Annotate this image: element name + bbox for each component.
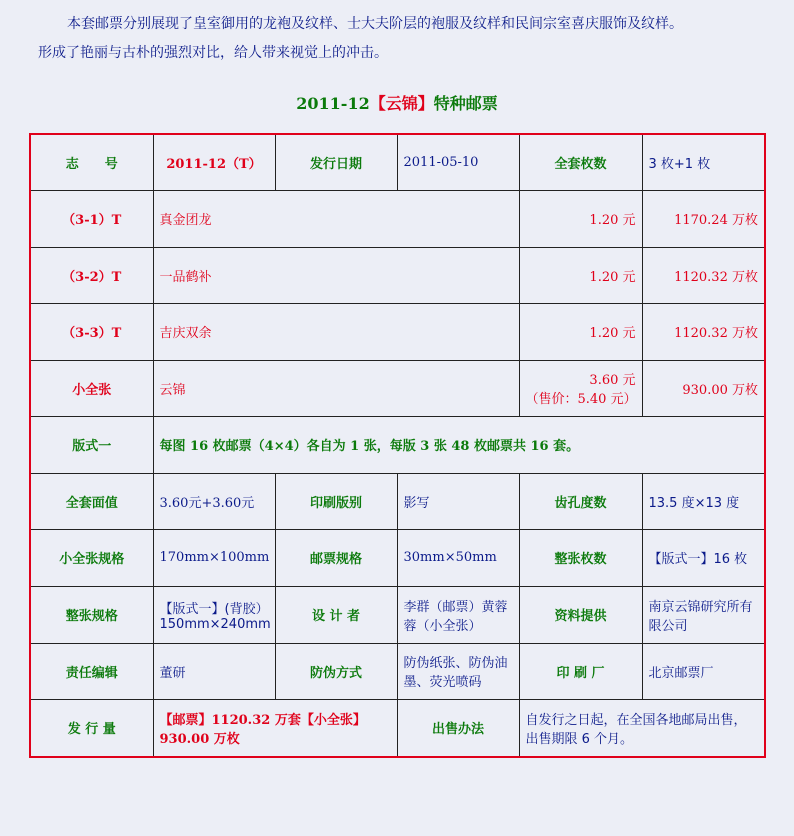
title-code: 2011-12 — [296, 94, 370, 113]
table-row — [30, 473, 765, 529]
intro-line-2: 形成了艳丽与古朴的强烈对比，给人带来视觉上的冲击。 — [38, 45, 388, 61]
sheet-count-label: 整张枚数 — [519, 529, 642, 586]
intro-text — [38, 10, 778, 68]
sheet-size-cell — [153, 586, 275, 643]
stamp-price: 1.20 元 — [519, 303, 642, 360]
stamp-code: （3-3）T — [30, 303, 153, 360]
table-row — [30, 416, 765, 473]
table-row — [30, 699, 765, 757]
stamp-price: 1.20 元 — [519, 247, 642, 303]
perforation: 13.5 度×13 度 — [642, 473, 765, 529]
table-row — [30, 247, 765, 303]
sheetlet-label: 小全张 — [30, 360, 153, 416]
zhihao-label: 志 号 — [30, 134, 153, 190]
title-suffix: 特种邮票 — [433, 94, 498, 113]
stamp-name: 吉庆双余 — [153, 303, 519, 360]
editor-label: 责任编辑 — [30, 643, 153, 699]
sheetlet-price-cell — [519, 360, 642, 416]
set-count-label: 全套枚数 — [519, 134, 642, 190]
issue-qty: 【邮票】1120.32 万套【小全张】930.00 万枚 — [153, 699, 397, 757]
printer: 北京邮票厂 — [642, 643, 765, 699]
stamp-code: （3-1）T — [30, 190, 153, 247]
stamp-size-label: 邮票规格 — [275, 529, 397, 586]
table-row — [30, 643, 765, 699]
sheet-size-line-1: 【版式一】(背胶） — [159, 601, 269, 617]
sale-method: 自发行之日起，在全国各地邮局出售，出售期限 6 个月。 — [519, 699, 765, 757]
printer-label: 印 刷 厂 — [519, 643, 642, 699]
zhihao-value: 2011-12（T） — [153, 134, 275, 190]
stamp-size: 30mm×50mm — [397, 529, 519, 586]
title-name: 【云锦】 — [369, 94, 434, 113]
stamp-info-table — [29, 133, 766, 758]
source-label: 资料提供 — [519, 586, 642, 643]
stamp-quantity: 1170.24 万枚 — [642, 190, 765, 247]
face-value: 3.60元+3.60元 — [153, 473, 275, 529]
stamp-code: （3-2）T — [30, 247, 153, 303]
sheet-size-label: 整张规格 — [30, 586, 153, 643]
issue-qty-label: 发 行 量 — [30, 699, 153, 757]
sheet-count: 【版式一】16 枚 — [642, 529, 765, 586]
table-row — [30, 303, 765, 360]
source: 南京云锦研究所有限公司 — [642, 586, 765, 643]
stamp-quantity: 1120.32 万枚 — [642, 247, 765, 303]
format-label: 版式一 — [30, 416, 153, 473]
table-row — [30, 529, 765, 586]
sheetlet-price: 3.60 元 — [589, 373, 636, 388]
editor: 董研 — [153, 643, 275, 699]
anti-fake: 防伪纸张、防伪油墨、荧光喷码 — [397, 643, 519, 699]
stamp-quantity: 1120.32 万枚 — [642, 303, 765, 360]
stamp-price: 1.20 元 — [519, 190, 642, 247]
face-value-label: 全套面值 — [30, 473, 153, 529]
intro-line-1: 本套邮票分别展现了皇室御用的龙袍及纹样、士大夫阶层的袍服及纹样和民间宗室喜庆服饰及纹样。 — [67, 16, 683, 32]
perforation-label: 齿孔度数 — [519, 473, 642, 529]
sheetlet-size: 170mm×100mm — [153, 529, 275, 586]
format-value: 每图 16 枚邮票（4×4）各自为 1 张，每版 3 张 48 枚邮票共 16 套。 — [153, 416, 765, 473]
table-row — [30, 586, 765, 643]
print-type-label: 印刷版别 — [275, 473, 397, 529]
designer-label: 设 计 者 — [275, 586, 397, 643]
sheetlet-quantity: 930.00 万枚 — [642, 360, 765, 416]
issue-date-label: 发行日期 — [275, 134, 397, 190]
set-count-value: 3 枚+1 枚 — [642, 134, 765, 190]
table-row — [30, 360, 765, 416]
print-type: 影写 — [397, 473, 519, 529]
stamp-name: 真金团龙 — [153, 190, 519, 247]
sale-method-label: 出售办法 — [397, 699, 519, 757]
sheet-size-line-2: 150mm×240mm — [159, 616, 271, 632]
issue-date-value: 2011-05-10 — [397, 134, 519, 190]
page-title — [0, 91, 794, 114]
table-row — [30, 190, 765, 247]
stamp-name: 一品鹤补 — [153, 247, 519, 303]
table-row — [30, 134, 765, 190]
sheetlet-sale-price: （售价：5.40 元） — [525, 392, 637, 407]
anti-fake-label: 防伪方式 — [275, 643, 397, 699]
designer: 李群（邮票）黄蓉蓉（小全张） — [397, 586, 519, 643]
sheetlet-name: 云锦 — [153, 360, 519, 416]
sheetlet-size-label: 小全张规格 — [30, 529, 153, 586]
